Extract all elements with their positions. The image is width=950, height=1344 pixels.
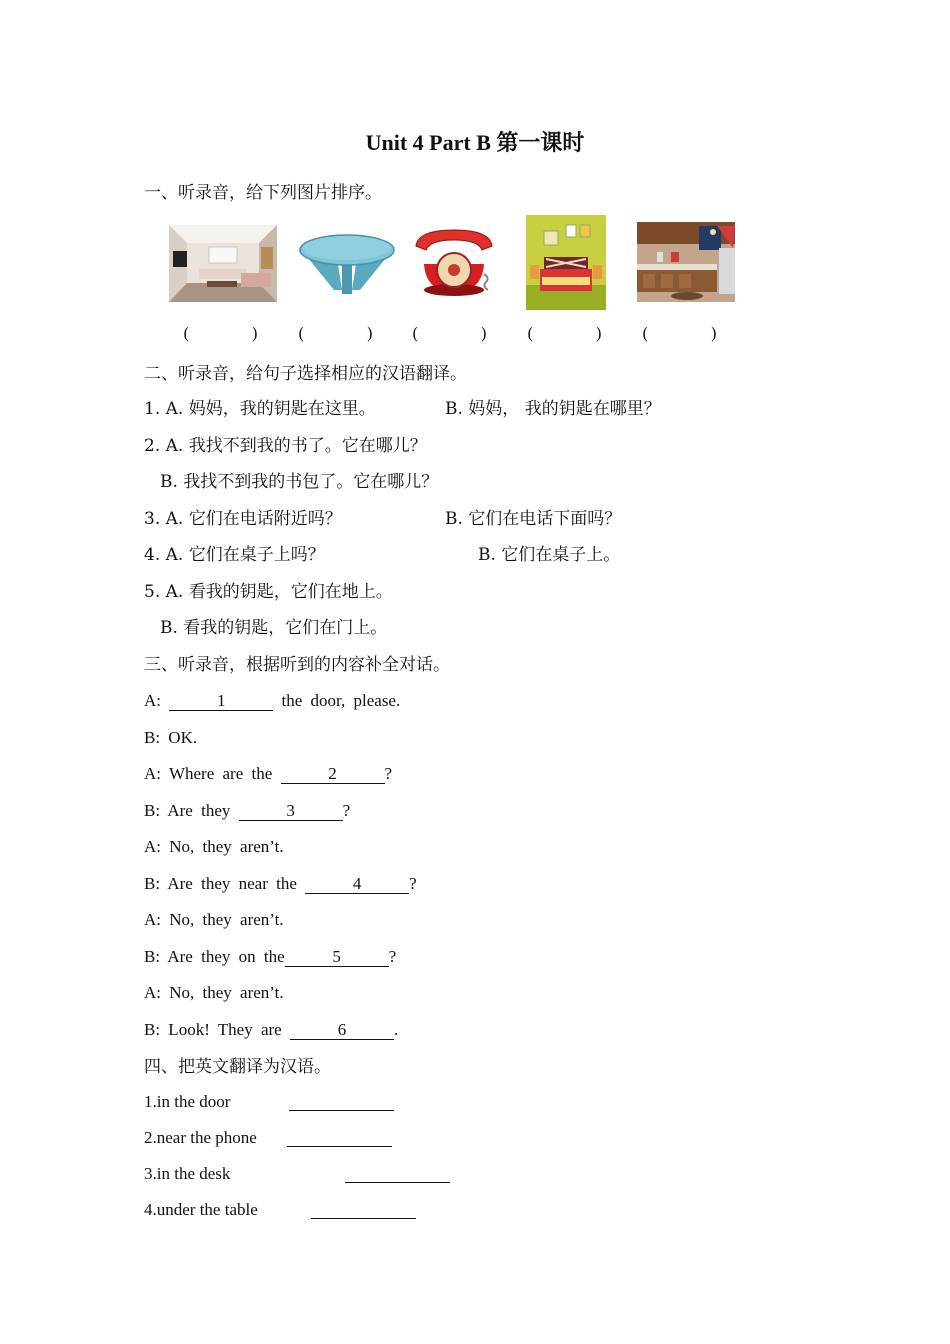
dialog-line-7: A: No, they aren’t. (144, 910, 284, 929)
dialog-blank-6[interactable]: 6 (290, 1019, 394, 1040)
q5-option-a: 5. A. 看我的钥匙，它们在地上。 (144, 582, 393, 602)
translate-item-2: 2.near the phone (144, 1128, 257, 1147)
q1-option-b: B. 妈妈， 我的钥匙在哪里？ (445, 399, 661, 419)
dialog-line-5: A: No, they aren’t. (144, 837, 284, 856)
translate-item-3: 3.in the desk (144, 1164, 231, 1183)
round-table-image (298, 230, 396, 296)
q4-option-a: 4. A. 它们在桌子上吗？ (144, 545, 325, 565)
dialog-text: . (393, 1020, 399, 1039)
q3-option-b: B. 它们在电话下面吗？ (445, 509, 622, 529)
translate-blank-3[interactable] (345, 1168, 450, 1183)
dialog-line-2: B: OK. (144, 728, 198, 747)
order-blank-3[interactable] (412, 324, 487, 343)
translate-blank-1[interactable] (289, 1096, 394, 1111)
dialog-text: B: Are they (144, 801, 231, 820)
dialog-blank-3[interactable]: 3 (239, 800, 343, 821)
dialog-text: B: Are they near the (144, 874, 297, 893)
dialog-text: ? (388, 947, 397, 966)
q2-option-a: 2. A. 我找不到我的书了。它在哪儿？ (144, 436, 427, 456)
living-room-image (169, 225, 277, 302)
paren-close: ) (710, 324, 717, 343)
red-telephone-image (412, 224, 498, 298)
paren-close: ) (251, 324, 258, 343)
q1-option-a: 1. A. 妈妈，我的钥匙在这里。 (144, 399, 376, 419)
dialog-blank-4[interactable]: 4 (305, 873, 409, 894)
dialog-text: B: Are they on the (144, 947, 285, 966)
dialog-text: ? (409, 874, 417, 893)
dialog-text: ? (384, 764, 393, 783)
q3-option-a: 3. A. 它们在电话附近吗？ (144, 509, 342, 529)
bedroom-image (526, 215, 606, 310)
page-title: Unit 4 Part B 第一课时 (365, 130, 585, 155)
dialog-line-6 (144, 872, 417, 896)
q4-option-b: B. 它们在桌子上。 (478, 545, 621, 565)
paren-open: ( (642, 324, 649, 343)
order-blank-2[interactable] (298, 324, 373, 343)
dialog-blank-2[interactable]: 2 (281, 763, 385, 784)
translate-item-4: 4.under the table (144, 1200, 258, 1219)
paren-open: ( (183, 324, 190, 343)
translate-blank-4[interactable] (311, 1204, 416, 1219)
section4-heading: 四、把英文翻译为汉语。 (144, 1057, 331, 1077)
paren-open: ( (298, 324, 305, 343)
dialog-line-9: A: No, they aren’t. (144, 983, 284, 1002)
order-blank-4[interactable] (527, 324, 602, 343)
section2-heading: 二、听录音，给句子选择相应的汉语翻译。 (144, 364, 467, 384)
order-blank-5[interactable] (642, 324, 717, 343)
kitchen-image (637, 222, 735, 302)
dialog-text: A: Where are the (144, 764, 273, 783)
paren-close: ) (366, 324, 373, 343)
translate-blank-2[interactable] (287, 1132, 392, 1147)
dialog-line-1 (144, 689, 400, 713)
dialog-line-3 (144, 762, 392, 786)
q5-option-b: B. 看我的钥匙，它们在门上。 (160, 618, 388, 638)
dialog-text: ? (342, 801, 351, 820)
section1-heading: 一、听录音，给下列图片排序。 (144, 183, 382, 203)
section3-heading: 三、听录音，根据听到的内容补全对话。 (144, 655, 450, 675)
translate-item-1: 1.in the door (144, 1092, 231, 1111)
dialog-blank-5[interactable]: 5 (285, 946, 389, 967)
speaker-label: A: (144, 691, 161, 710)
q2-option-b: B. 我找不到我的书包了。它在哪儿？ (160, 472, 439, 492)
paren-open: ( (412, 324, 419, 343)
paren-close: ) (595, 324, 602, 343)
order-blank-1[interactable] (183, 324, 258, 343)
dialog-text: B: Look! They are (144, 1020, 282, 1039)
dialog-blank-1[interactable]: 1 (169, 690, 273, 711)
dialog-line-4 (144, 799, 350, 823)
dialog-line-8 (144, 945, 396, 969)
paren-close: ) (480, 324, 487, 343)
paren-open: ( (527, 324, 534, 343)
dialog-line-10 (144, 1018, 398, 1042)
dialog-text: the door, please. (281, 691, 401, 710)
